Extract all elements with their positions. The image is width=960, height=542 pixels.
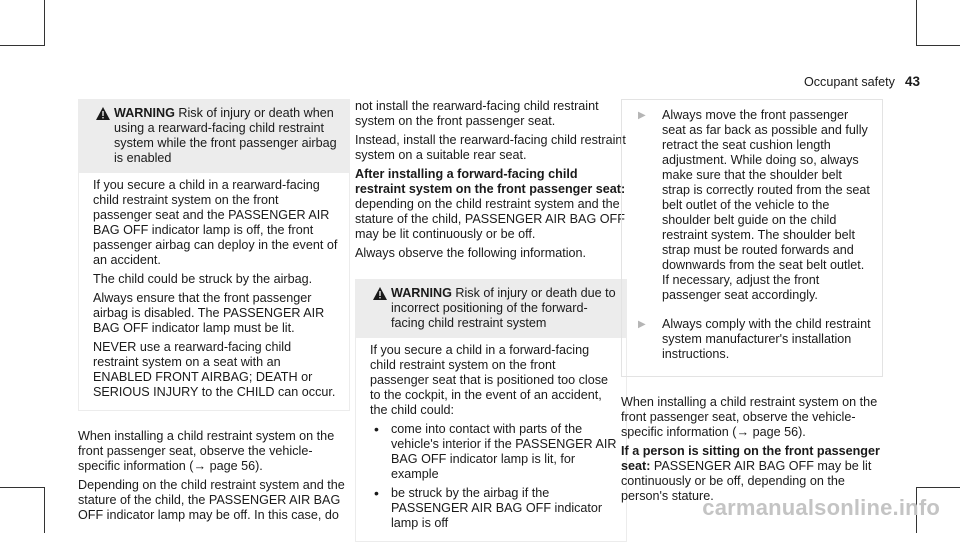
- list-item: [370, 486, 617, 531]
- crop-mark: [44, 487, 45, 533]
- body-paragraph: When installing a child restraint system on the front passenger seat, observe the vehicle-specific information (→ page 56).: [78, 429, 335, 473]
- warning-list: [370, 422, 617, 531]
- step-arrow-icon: ▶: [638, 110, 646, 121]
- forward-facing-paragraph: [355, 167, 627, 242]
- warning-paragraph: Always ensure that the front passenger airbag is disabled. The PASSENGER AIR BAG OFF indicator lamp must be lit.: [93, 291, 325, 335]
- crop-mark: [0, 487, 44, 488]
- warning-title: [114, 106, 341, 166]
- list-item: [370, 422, 617, 482]
- warning-label: WARNING: [391, 286, 452, 300]
- crop-mark: [916, 487, 960, 488]
- crop-mark: [916, 45, 960, 46]
- warning-paragraph: If you secure a child in a rearward-facing child restraint system on the front passenger seat and the PASSENGER AIR BAG OFF indicator lamp is off, the front passenger airbag can deploy in the event of an accident.: [93, 178, 338, 267]
- body-paragraph: not install the rearward-facing child restraint system on the front passenger seat.: [355, 99, 599, 128]
- warning-paragraph: If you secure a child in a forward-facing child restraint system on the front passenger seat that is positioned too close to the cockpit, in the event of an accident, the child could:: [370, 343, 609, 417]
- page-number: 43: [904, 74, 920, 89]
- warning-title-text: Risk of injury or death when using a rearward-facing child restraint system while the front passenger airbag is enabled: [114, 106, 337, 165]
- sitting-text: PASSENGER AIR BAG OFF may be lit continuously or be off, depending on the person's stature.: [621, 459, 872, 503]
- list-item-text: come into contact with parts of the vehicle's interior if the PASSENGER AIR BAG OFF indicator lamp is lit, for example: [391, 422, 617, 481]
- warning-paragraph: The child could be struck by the airbag.: [93, 272, 313, 286]
- forward-facing-heading: After installing a forward-facing child restraint system on the front passenger seat:: [355, 167, 626, 196]
- warning-label: WARNING: [114, 106, 175, 120]
- watermark: carmanualsonline.info: [702, 495, 940, 520]
- warning-paragraph: NEVER use a rearward-facing child restraint system on a seat with an ENABLED FRONT AIRBAG; DEATH or SERIOUS INJURY to the CHILD can occur.: [93, 340, 336, 399]
- crop-mark: [44, 0, 45, 46]
- warning-triangle-icon: [92, 106, 114, 166]
- page-header: [804, 74, 920, 90]
- warning-box: [355, 279, 627, 338]
- step-text: Always comply with the child restraint system manufacturer's installation instructions.: [662, 317, 871, 361]
- instruction-box: [621, 99, 883, 377]
- column-2: [355, 99, 627, 542]
- step-text: Always move the front passenger seat as far back as possible and fully retract the seat cushion length adjustment. While doing so, always make sure that the shoulder belt strap is correctly routed from the seat belt outlet of the vehicle to the shoulder belt guide on the child restraint system. The shoulder belt strap must be routed forwards and downwards from the seat belt outlet. If necessary, adjust the front passenger seat accordingly.: [662, 108, 870, 302]
- section-title: Occupant safety: [803, 75, 895, 89]
- list-item-text: be struck by the airbag if the PASSENGER AIR BAG OFF indicator lamp is off: [391, 486, 603, 530]
- forward-facing-text: depending on the child restraint system and the stature of the child, PASSENGER AIR BAG OFF may be lit continuously or be off.: [355, 197, 625, 241]
- warning-body: [78, 173, 350, 411]
- warning-title: [391, 286, 618, 331]
- sitting-heading: If a person is sitting on the front passenger seat:: [621, 444, 880, 473]
- warning-body: [355, 338, 627, 542]
- step-arrow-icon: ▶: [638, 319, 646, 330]
- bullet-icon: •: [374, 485, 379, 501]
- body-paragraph: Depending on the child restraint system and the stature of the child, the PASSENGER AIR BAG OFF indicator lamp may be off. In this case, do: [78, 478, 345, 522]
- warning-triangle-icon: [369, 286, 391, 331]
- body-paragraph: When installing a child restraint system on the front passenger seat, observe the vehicle-specific information (→ page 56).: [621, 395, 878, 439]
- body-paragraph: Instead, install the rearward-facing child restraint system on a suitable rear seat.: [355, 133, 626, 162]
- instruction-step: [632, 317, 872, 362]
- warning-title-text: Risk of injury or death due to incorrect positioning of the forward-facing child restraint system: [391, 286, 616, 330]
- warning-box: [78, 99, 350, 173]
- bullet-icon: •: [374, 421, 379, 437]
- instruction-step: [632, 108, 872, 303]
- observe-paragraph: Always observe the following information.: [355, 246, 586, 260]
- column-3: [621, 99, 883, 508]
- crop-mark: [916, 0, 917, 46]
- column-1: [78, 99, 350, 527]
- crop-mark: [0, 45, 44, 46]
